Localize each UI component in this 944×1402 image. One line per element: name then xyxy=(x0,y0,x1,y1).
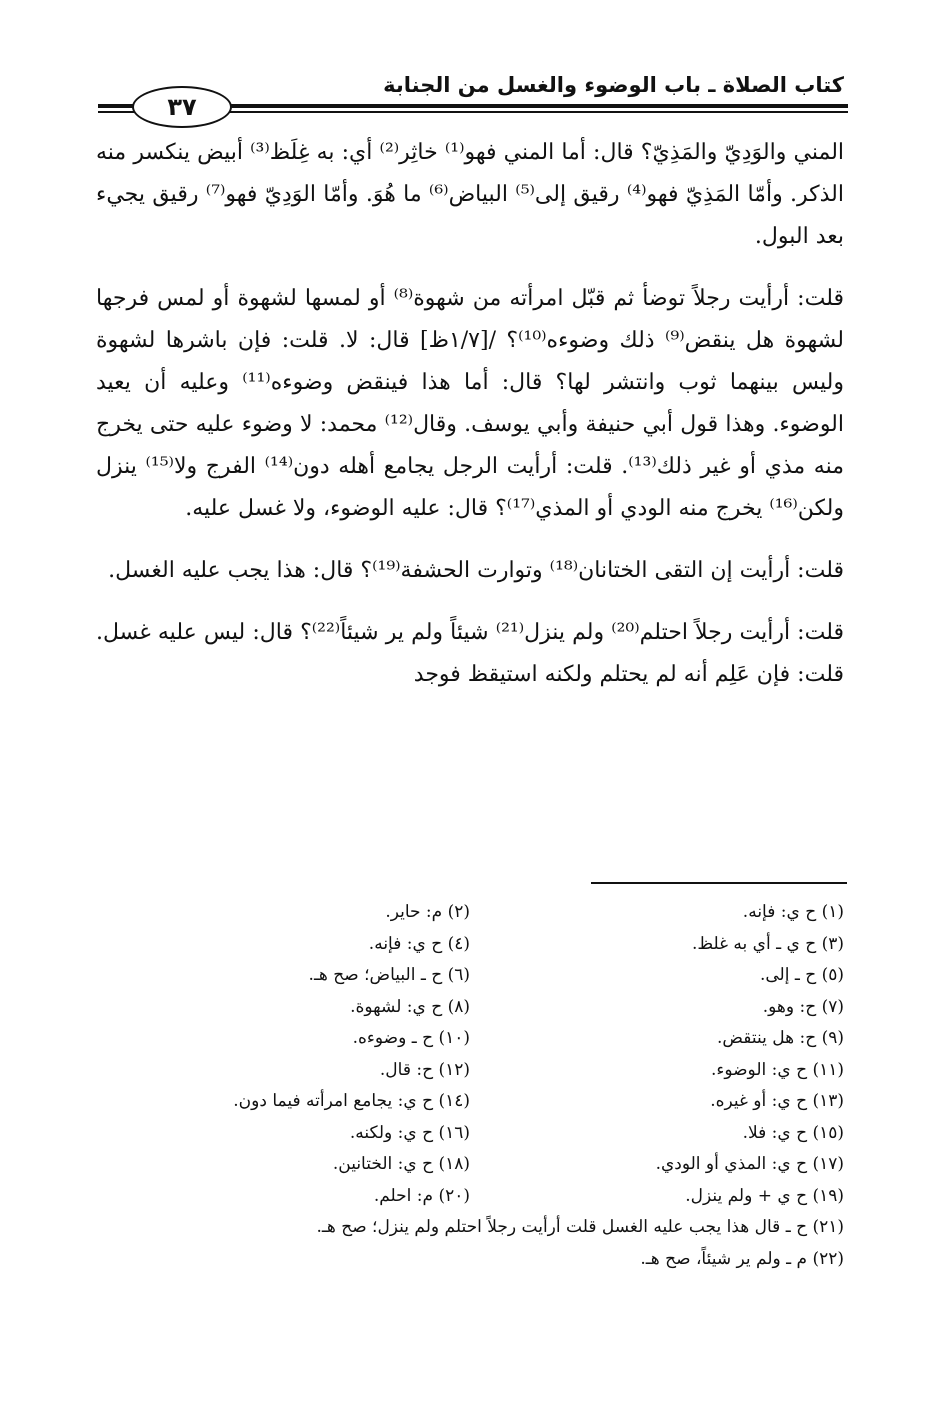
footnote: (١٣) ح ي: أو غيره. xyxy=(710,1091,844,1111)
footnote: (١١) ح ي: الوضوء. xyxy=(710,1059,844,1080)
paragraph: المني والوَدِيّ والمَذِيّ؟ قال: أما المني فهو⁽¹⁾ خاثِر⁽²⁾ أي: به غِلَظ⁽³⁾ أبيض ينكسر منه الذكر. وأمّا المَذِيّ فهو⁽⁴⁾ رقيق إلى⁽⁵⁾ البياض⁽⁶⁾ ما هُوَ. وأمّا الوَدِيّ فهو⁽⁷⁾ رقيق يجيء بعد البول. xyxy=(96,140,845,249)
footnote: (٢) م: حاير. xyxy=(385,902,470,922)
footnote: (١٨) ح ي: الختانين. xyxy=(332,1154,470,1174)
footnote: (٧) ح: وهو. xyxy=(762,996,844,1017)
footnote: (١) ح ي: فإنه. xyxy=(742,902,844,922)
footnote: (١٠) ح ـ وضوءه. xyxy=(352,1028,470,1048)
footnote: (٢١) ح ـ قال هذا يجب عليه الغسل قلت أرأيت رجلاً احتلم ولم ينزل؛ صح هـ. xyxy=(316,1217,844,1237)
footnote-row xyxy=(96,897,844,929)
footnote: (٨) ح ي: لشهوة. xyxy=(350,996,470,1017)
footnote-row xyxy=(96,1118,844,1150)
footnote: (٣) ح ي ـ أي به غلظ. xyxy=(691,933,844,954)
running-title: كتاب الصلاة ـ باب الوضوء والغسل من الجنابة xyxy=(383,73,844,97)
paragraph: قلت: أرأيت رجلاً توضأ ثم قبّل امرأته من شهوة⁽⁸⁾ أو لمسها لشهوة أو لمس فرجها لشهوة هل ينقض⁽⁹⁾ ذلك وضوءه⁽¹⁰⁾؟ /[١/٧ظ] قال: لا. قلت: فإن باشرها لشهوة وليس بينهما ثوب وانتشر لها؟ قال: أما هذا فينقض وضوءه⁽¹¹⁾ وعليه أن يعيد الوضوء. وهذا قول أبي حنيفة وأبي يوسف. وقال⁽¹²⁾ محمد: لا وضوء عليه حتى يخرج منه مذي أو غير ذلك⁽¹³⁾. قلت: أرأيت الرجل يجامع أهله دون⁽¹⁴⁾ الفرج ولا⁽¹⁵⁾ ينزل ولكن⁽¹⁶⁾ يخرج منه الودي أو المذي⁽¹⁷⁾؟ قال: عليه الوضوء، ولا غسل عليه. xyxy=(96,286,845,521)
footnote-row xyxy=(96,1086,844,1118)
footnote-row xyxy=(96,960,844,992)
footnote-row xyxy=(96,992,844,1024)
page-number: ٣٧ xyxy=(132,86,232,128)
main-text xyxy=(96,132,844,696)
footnote: (٢٠) م: احلم. xyxy=(373,1185,470,1206)
footnote: (١٩) ح ي + ولم ينزل. xyxy=(685,1185,844,1206)
footnote: (١٥) ح ي: فلا. xyxy=(742,1122,844,1143)
footnotes xyxy=(96,897,844,1275)
footnote: (١٤) ح ي: يجامع امرأته فيما دون. xyxy=(233,1091,470,1111)
footnote-row xyxy=(96,929,844,961)
footnote: (٦) ح ـ البياض؛ صح هـ. xyxy=(308,965,470,985)
footnote-row xyxy=(96,1181,844,1213)
paragraph: قلت: أرأيت رجلاً احتلم⁽²⁰⁾ ولم ينزل⁽²¹⁾ شيئاً ولم ير شيئاً⁽²²⁾؟ قال: ليس عليه غسل. قلت: فإن عَلِم أنه لم يحتلم ولكنه استيقظ فوجد xyxy=(96,620,844,687)
paragraph: قلت: أرأيت إن التقى الختانان⁽¹⁸⁾ وتوارت الحشفة⁽¹⁹⁾؟ قال: هذا يجب عليه الغسل. xyxy=(108,558,844,583)
footnote: (٩) ح: هل ينتقض. xyxy=(717,1028,844,1048)
footnote-row xyxy=(96,1149,844,1181)
footnote: (٤) ح ي: فإنه. xyxy=(368,933,470,954)
footnote: (٥) ح ـ إلى. xyxy=(759,965,844,985)
footnote: (٢٢) م ـ ولم ير شيئاً، صح هـ. xyxy=(640,1248,844,1269)
footnote: (١٢) ح: قال. xyxy=(379,1059,470,1080)
footnote: (١٦) ح ي: ولكنه. xyxy=(349,1122,470,1143)
footnote: (١٧) ح ي: المذي أو الودي. xyxy=(655,1154,844,1174)
footnote-separator xyxy=(591,882,847,884)
footnote-row xyxy=(96,1023,844,1055)
footnote-row xyxy=(96,1055,844,1087)
